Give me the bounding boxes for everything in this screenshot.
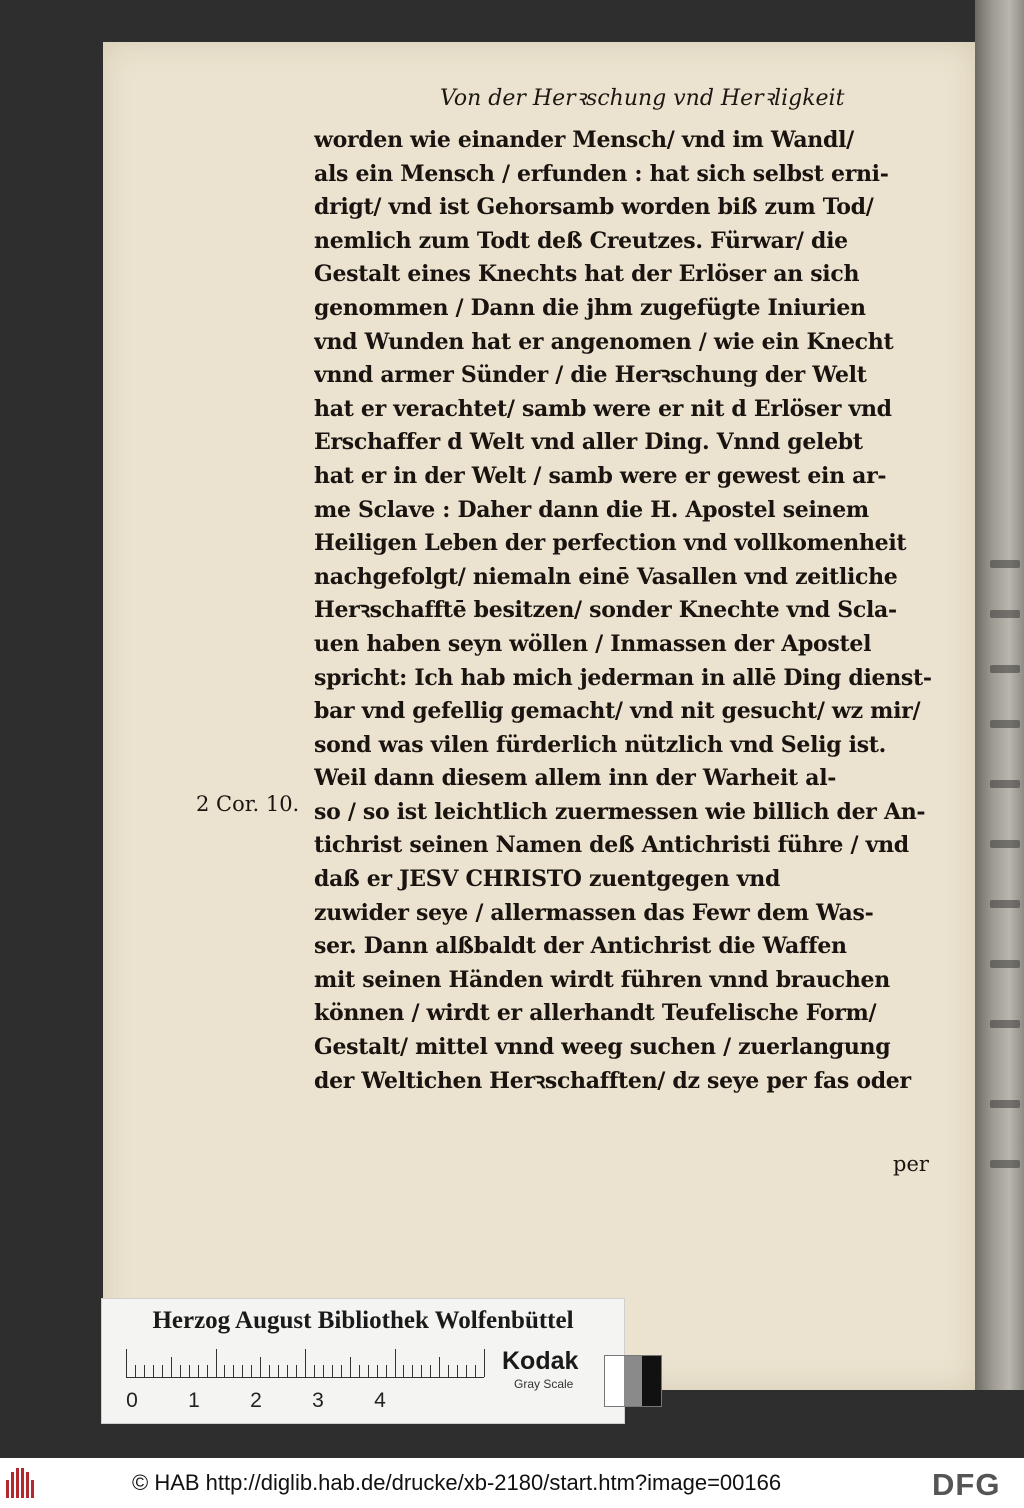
text-line: Heiligen Leben der perfection vnd vollkomenheit xyxy=(314,530,907,557)
ruler xyxy=(126,1349,484,1378)
text-line: sond was vilen fürderlich nützlich vnd Selig ist. xyxy=(314,731,887,758)
footer-bar xyxy=(0,1458,1024,1508)
dfg-logo-icon: DFG xyxy=(932,1467,1001,1502)
kodak-brand: Kodak xyxy=(502,1347,579,1375)
ruler-number: 3 xyxy=(312,1389,324,1412)
text-line: uen haben seyn wöllen / Inmassen der Apostel xyxy=(314,630,872,657)
margin-note: 2 Cor. 10. xyxy=(196,792,300,816)
text-line: als ein Mensch / erfunden : hat sich selbst erni- xyxy=(314,160,889,187)
ruler-number: 0 xyxy=(126,1389,138,1412)
text-line: Gestalt/ mittel vnnd weeg suchen / zuerlangung xyxy=(314,1034,891,1061)
color-target-card xyxy=(101,1298,625,1424)
text-line: Erschaffer d Welt vnd aller Ding. Vnnd gelebt xyxy=(314,429,863,456)
text-line: können / wirdt er allerhandt Teufelische Form/ xyxy=(314,1000,877,1027)
text-line: daß er JESV CHRISTO zuentgegen vnd xyxy=(314,866,781,893)
text-line: Herꝛschafftē besitzen/ sonder Knechte vnd Scla- xyxy=(314,597,897,624)
card-title: Herzog August Bibliothek Wolfenbüttel xyxy=(152,1307,574,1334)
text-line: nemlich zum Todt deß Creutzes. Fürwar/ die xyxy=(314,227,848,254)
hab-logo-icon xyxy=(6,1468,40,1498)
text-line: ser. Dann alßbaldt der Antichrist die Waffen xyxy=(314,933,847,960)
gray-scale-label: Gray Scale xyxy=(514,1377,574,1391)
body-text xyxy=(314,124,942,1098)
ruler-number: 2 xyxy=(250,1389,262,1412)
ruler-number: 1 xyxy=(188,1389,200,1412)
text-line: Weil dann diesem allem inn der Warheit al- xyxy=(314,765,837,792)
text-line: hat er verachtet/ samb were er nit d Erlöser vnd xyxy=(314,395,892,422)
adjacent-page-edge xyxy=(975,0,1024,1390)
text-line: me Sclave : Daher dann die H. Apostel seinem xyxy=(314,496,869,523)
text-line: so / so ist leichtlich zuermessen wie billich der An- xyxy=(314,798,926,825)
text-line: zuwider seye / allermassen das Fewr dem Was- xyxy=(314,899,874,926)
text-line: Gestalt eines Knechts hat der Erlöser an sich xyxy=(314,261,860,288)
text-line: drigt/ vnd ist Gehorsamb worden biß zum Tod/ xyxy=(314,194,874,221)
text-line: hat er in der Welt / samb were er gewest ein ar- xyxy=(314,462,887,489)
text-line: mit seinen Händen wirdt führen vnnd brauchen xyxy=(314,966,890,993)
text-line: tichrist seinen Namen deß Antichristi führe / vnd xyxy=(314,832,909,859)
catchword: per xyxy=(893,1152,929,1176)
text-line: bar vnd gefellig gemacht/ vnd nit gesucht/ wz mir/ xyxy=(314,698,921,725)
footer-copyright-link[interactable]: © HAB http://diglib.hab.de/drucke/xb-2180/start.htm?image=00166 xyxy=(132,1470,782,1495)
gray-swatch xyxy=(604,1355,662,1407)
text-line: genommen / Dann die jhm zugefügte Iniurien xyxy=(314,294,866,321)
running-head: Von der Herꝛschung vnd Herꝛligkeit xyxy=(440,86,845,111)
ruler-number: 4 xyxy=(374,1389,386,1412)
text-line: vnd Wunden hat er angenomen / wie ein Knecht xyxy=(314,328,894,355)
text-line: der Weltichen Herꝛschafften/ dz seye per fas oder xyxy=(314,1067,911,1094)
text-line: vnnd armer Sünder / die Herꝛschung der Welt xyxy=(314,362,867,389)
text-line: spricht: Ich hab mich jederman in allē Ding dienst- xyxy=(314,664,932,691)
text-line: nachgefolgt/ niemaln einē Vasallen vnd zeitliche xyxy=(314,563,898,590)
text-line: worden wie einander Mensch/ vnd im Wandl/ xyxy=(314,127,854,153)
